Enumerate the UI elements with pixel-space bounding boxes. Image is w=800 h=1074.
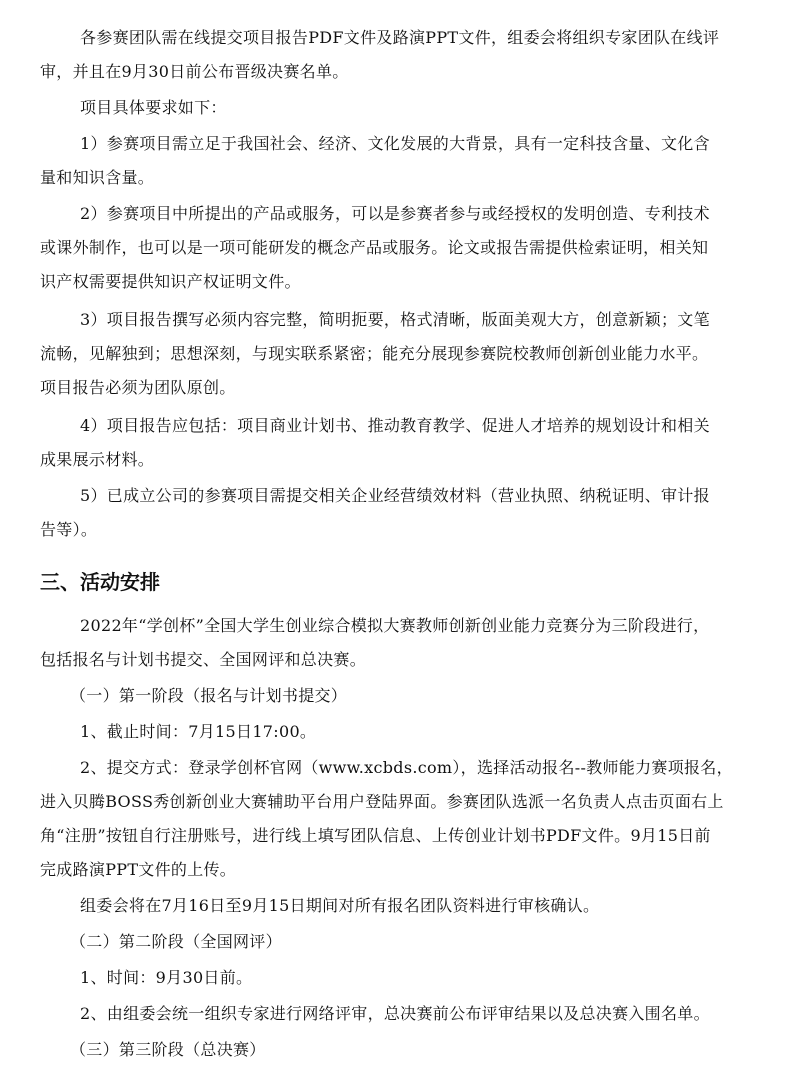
section-heading: 三、活动安排 <box>40 570 160 594</box>
paragraph-line: 3）项目报告撰写必须内容完整，简明扼要，格式清晰，版面美观大方，创意新颖；文笔 <box>80 310 710 329</box>
paragraph-line: 2、由组委会统一组织专家进行网络评审，总决赛前公布评审结果以及总决赛入围名单。 <box>80 1004 710 1023</box>
paragraph-line: 各参赛团队需在线提交项目报告PDF文件及路演PPT文件，组委会将组织专家团队在线评 <box>80 28 720 47</box>
paragraph-line: 2022年“学创杯”全国大学生创业综合模拟大赛教师创新创业能力竞赛分为三阶段进行， <box>80 616 710 635</box>
paragraph-line: 项目报告必须为团队原创。 <box>40 378 236 397</box>
paragraph-line: 5）已成立公司的参赛项目需提交相关企业经营绩效材料（营业执照、纳税证明、审计报 <box>80 486 710 505</box>
paragraph-line: 1、截止时间：7月15日17:00。 <box>80 722 317 741</box>
paragraph-line: 或课外制作，也可以是一项可能研发的概念产品或服务。论文或报告需提供检索证明，相关知 <box>40 238 709 257</box>
paragraph-line: 2、提交方式：登录学创杯官网（www.xcbds.com），选择活动报名--教师能力赛项报名， <box>80 758 733 777</box>
paragraph-line: 流畅，见解独到；思想深刻，与现实联系紧密；能充分展现参赛院校教师创新创业能力水平。 <box>40 344 709 363</box>
paragraph-line: 1、时间：9月30日前。 <box>80 968 253 987</box>
paragraph-line: 进入贝腾BOSS秀创新创业大赛辅助平台用户登陆界面。参赛团队选派一名负责人点击页面右上 <box>40 792 724 811</box>
paragraph-line: 识产权需要提供知识产权证明文件。 <box>40 272 301 291</box>
paragraph-line: 审，并且在9月30日前公布晋级决赛名单。 <box>40 62 349 81</box>
paragraph-line: 4）项目报告应包括：项目商业计划书、推动教育教学、促进人才培养的规划设计和相关 <box>80 416 710 435</box>
subheading-line: （三）第三阶段（总决赛） <box>70 1040 266 1059</box>
subheading-line: （一）第一阶段（报名与计划书提交） <box>70 686 348 705</box>
paragraph-line: 完成路演PPT文件的上传。 <box>40 860 237 879</box>
paragraph-line: 包括报名与计划书提交、全国网评和总决赛。 <box>40 650 367 669</box>
paragraph-line: 成果展示材料。 <box>40 450 155 469</box>
paragraph-line: 组委会将在7月16日至9月15日期间对所有报名团队资料进行审核确认。 <box>80 896 600 915</box>
paragraph-line: 量和知识含量。 <box>40 168 155 187</box>
paragraph-line: 1）参赛项目需立足于我国社会、经济、文化发展的大背景，具有一定科技含量、文化含 <box>80 134 710 153</box>
paragraph-line: 2）参赛项目中所提出的产品或服务，可以是参赛者参与或经授权的发明创造、专利技术 <box>80 204 710 223</box>
paragraph-line: 项目具体要求如下： <box>80 98 227 117</box>
paragraph-line: 角“注册”按钮自行注册账号，进行线上填写团队信息、上传创业计划书PDF文件。9月15日前 <box>40 826 711 845</box>
paragraph-line: 告等）。 <box>40 520 98 539</box>
subheading-line: （二）第二阶段（全国网评） <box>70 932 282 951</box>
